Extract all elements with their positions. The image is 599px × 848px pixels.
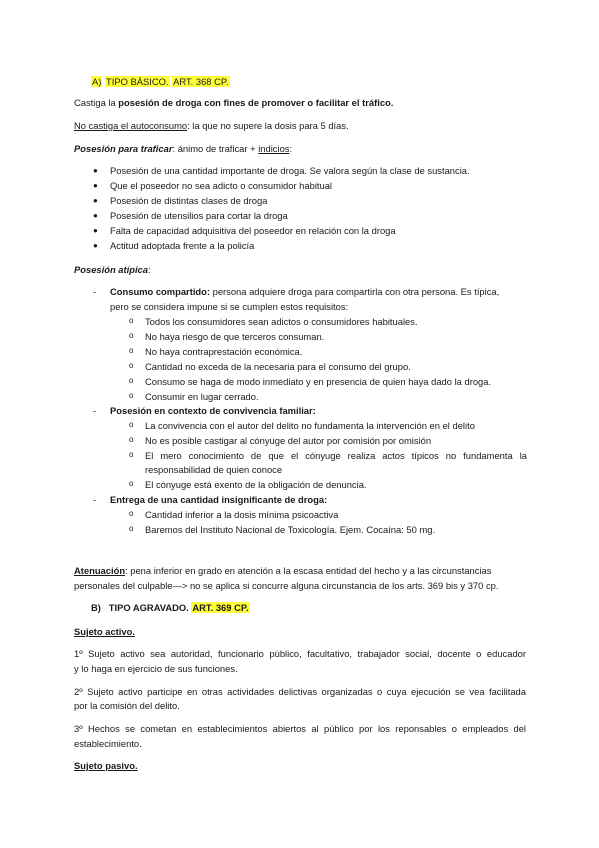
- circle-bullet-icon: o: [129, 376, 134, 385]
- section-a-title: TIPO BÁSICO.: [105, 76, 169, 87]
- list-item: Posesión de utensilios para cortar la droga: [110, 210, 288, 221]
- consumo-title: Consumo compartido:: [110, 286, 210, 297]
- atenuacion-label: Atenuación: [74, 565, 126, 576]
- posesion-traficar-line: [74, 143, 292, 155]
- atenuacion-line-1: [74, 565, 491, 577]
- circle-bullet-icon: o: [129, 316, 134, 325]
- list-item: No haya contraprestación económica.: [145, 346, 303, 357]
- consumo-text-1: persona adquiere droga para compartirla con otra persona. Es típica,: [210, 286, 500, 297]
- paragraph-2-line-2: por la comisión del delito.: [74, 700, 180, 711]
- section-a-article: ART. 368 CP.: [173, 76, 229, 87]
- list-item: No haya riesgo de que terceros consuman.: [145, 331, 325, 342]
- no-castiga-label: No castiga el autoconsumo: [74, 120, 188, 131]
- dash-marker: -: [93, 286, 97, 297]
- dash-marker: -: [93, 494, 97, 505]
- posesion-atipica-label: Posesión atípica: [74, 264, 148, 275]
- list-item: No es posible castigar al cónyuge del autor por comisión por omisión: [145, 435, 432, 446]
- posesion-colon: :: [289, 143, 293, 154]
- circle-bullet-icon: o: [129, 331, 134, 340]
- atenuacion-line-2: personales del culpable—> no se aplica si concurre alguna circunstancia de los arts. 369 bis y 370 cp.: [74, 580, 499, 591]
- paragraph-3-line-1: 3º Hechos se cometan en establecimientos abiertos al público por los reponsables o empleados del: [74, 723, 526, 734]
- section-b-letter: B): [91, 602, 101, 613]
- entrega-title: Entrega de una cantidad insignificante de droga:: [110, 494, 328, 505]
- list-item: Posesión de una cantidad importante de droga. Se valora según la clase de sustancia.: [110, 165, 470, 176]
- sujeto-pasivo-heading: Sujeto pasivo.: [74, 760, 138, 771]
- indicios-word: indicios: [258, 143, 290, 154]
- bullet-icon: ●: [93, 241, 98, 250]
- list-item: Consumo se haga de modo inmediato y en presencia de quien haya dado la droga.: [145, 376, 492, 387]
- dash-marker: -: [93, 405, 97, 416]
- atipica-colon: :: [147, 264, 151, 275]
- atenuacion-text-1: : pena inferior en grado en atención a la escasa entidad del hecho y a las circunstancias: [125, 565, 492, 576]
- list-item: Cantidad inferior a la dosis mínima psicoactiva: [145, 509, 339, 520]
- paragraph-3-line-2: establecimiento.: [74, 738, 142, 749]
- paragraph-1-line-2: y lo haga en ejercicio de sus funciones.: [74, 663, 238, 674]
- consumo-line-2: pero se considera impune si se cumplen estos requisitos:: [110, 301, 349, 312]
- section-b-heading: [91, 602, 250, 614]
- list-item: Que el poseedor no sea adicto o consumidor habitual: [110, 180, 333, 191]
- posesion-traficar-label: Posesión para traficar: [74, 143, 173, 154]
- consumo-line-1: [110, 286, 499, 298]
- section-b-article: ART. 369 CP.: [192, 602, 249, 613]
- bullet-icon: ●: [93, 196, 98, 205]
- posesion-traficar-text: : ánimo de traficar +: [172, 143, 259, 154]
- section-a-heading: [91, 76, 230, 88]
- bullet-icon: ●: [93, 166, 98, 175]
- list-item: La convivencia con el autor del delito no fundamenta la intervención en el delito: [145, 420, 475, 431]
- intro-bold: posesión de droga con fines de promover o facilitar el tráfico.: [118, 97, 394, 108]
- posesion-atipica-line: [74, 264, 151, 276]
- sujeto-activo-heading: Sujeto activo.: [74, 626, 135, 637]
- circle-bullet-icon: o: [129, 479, 134, 488]
- list-item: El mero conocimiento de que el cónyuge realiza actos típicos no fundamenta la: [145, 450, 527, 461]
- section-b-title: TIPO AGRAVADO.: [108, 602, 189, 613]
- intro-paragraph: [74, 97, 393, 109]
- section-a-letter: A): [92, 76, 102, 87]
- list-item: Baremos del Instituto Nacional de Toxicología. Ejem. Cocaína: 50 mg.: [145, 524, 436, 535]
- paragraph-1-line-1: 1º Sujeto activo sea autoridad, funcionario público, facultativo, trabajador social, docente o educador: [74, 648, 526, 659]
- list-item: Consumir en lugar cerrado.: [145, 391, 259, 402]
- circle-bullet-icon: o: [129, 420, 134, 429]
- list-item: El cónyuge está exento de la obligación de denuncia.: [145, 479, 367, 490]
- bullet-icon: ●: [93, 211, 98, 220]
- convivencia-title: Posesión en contexto de convivencia familiar:: [110, 405, 316, 416]
- circle-bullet-icon: o: [129, 391, 134, 400]
- list-item: Posesión de distintas clases de droga: [110, 195, 268, 206]
- circle-bullet-icon: o: [129, 524, 134, 533]
- no-castiga-line: [74, 120, 349, 132]
- circle-bullet-icon: o: [129, 346, 134, 355]
- intro-prefix: Castiga la: [74, 97, 119, 108]
- no-castiga-text: : la que no supere la dosis para 5 días.: [187, 120, 349, 131]
- bullet-icon: ●: [93, 181, 98, 190]
- paragraph-2-line-1: 2º Sujeto activo participe en otras actividades delictivas organizadas o cuya ejecución se vea facilitada: [74, 686, 526, 697]
- bullet-icon: ●: [93, 226, 98, 235]
- list-item: Todos los consumidores sean adictos o consumidores habituales.: [145, 316, 418, 327]
- list-item: Actitud adoptada frente a la policía: [110, 240, 255, 251]
- circle-bullet-icon: o: [129, 435, 134, 444]
- list-item-continuation: responsabilidad de quien conoce: [145, 464, 283, 475]
- circle-bullet-icon: o: [129, 509, 134, 518]
- list-item: Falta de capacidad adquisitiva del poseedor en relación con la droga: [110, 225, 396, 236]
- circle-bullet-icon: o: [129, 361, 134, 370]
- list-item: Cantidad no exceda de la necesaria para el consumo del grupo.: [145, 361, 411, 372]
- circle-bullet-icon: o: [129, 450, 134, 459]
